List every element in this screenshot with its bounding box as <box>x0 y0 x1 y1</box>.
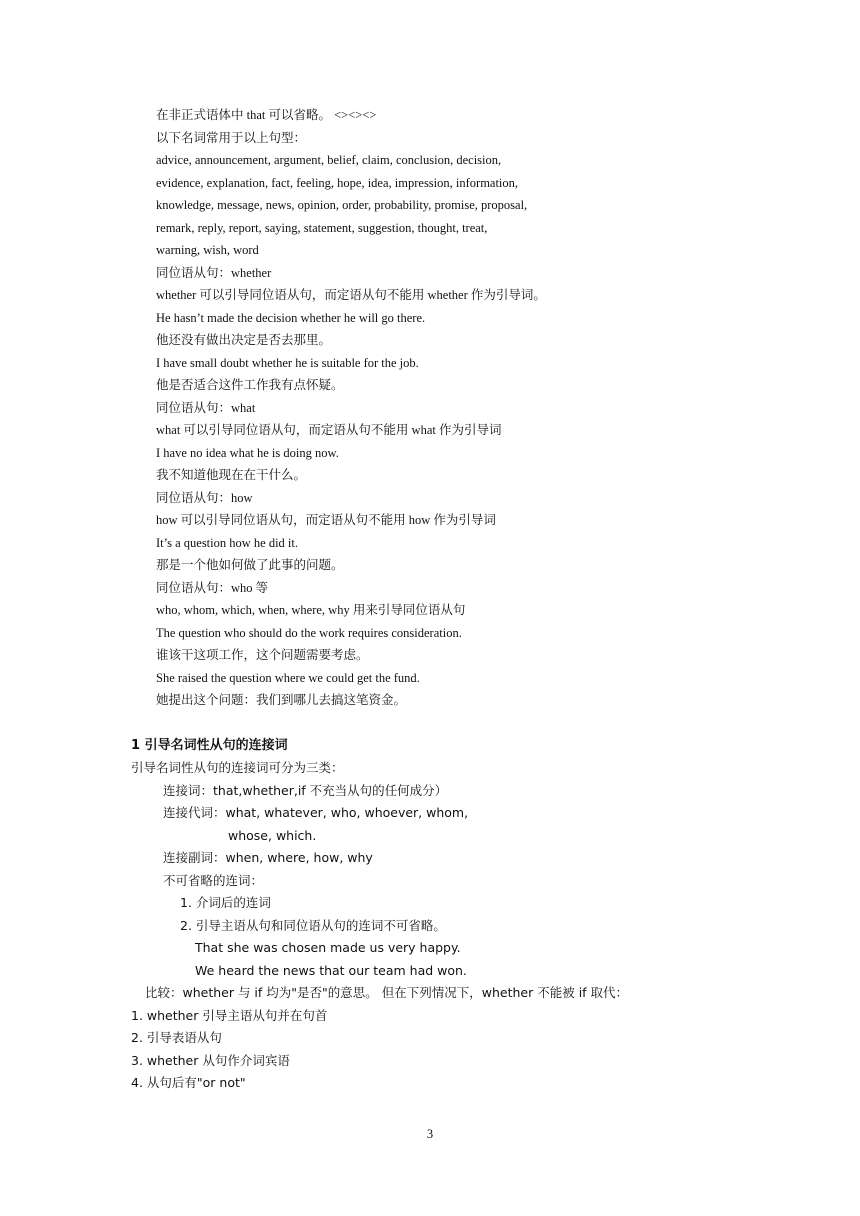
text-line: 同位语从句：what <box>156 401 256 415</box>
text-line: 比较：whether 与 if 均为"是否"的意思。 但在下列情况下，whether 不能被 if 取代： <box>145 985 629 1000</box>
section-heading: 1 引导名词性从句的连接词 <box>131 738 288 753</box>
text-line: knowledge, message, news, opinion, order, probability, promise, proposal, <box>156 198 528 212</box>
text-line: 他还没有做出决定是否去那里。 <box>156 333 332 347</box>
text-line: remark, reply, report, saying, statement, suggestion, thought, treat, <box>156 221 488 235</box>
example-sentence: That she was chosen made us very happy. <box>195 940 461 955</box>
list-item: 1. whether 引导主语从句并在句首 <box>131 1008 328 1023</box>
text-line: He hasn’t made the decision whether he will go there. <box>156 311 426 325</box>
text-line: 他是否适合这件工作我有点怀疑。 <box>156 378 344 392</box>
text-line: She raised the question where we could get the fund. <box>156 671 420 685</box>
text-line: The question who should do the work requires consideration. <box>156 626 462 640</box>
example-sentence: We heard the news that our team had won. <box>195 963 467 978</box>
text-line: 连接代词：what, whatever, who, whoever, whom, <box>163 805 469 820</box>
text-line: I have no idea what he is doing now. <box>156 446 339 460</box>
text-line: 同位语从句：how <box>156 491 253 505</box>
page-number: 3 <box>426 1127 434 1141</box>
text-line: 引导名词性从句的连接词可分为三类： <box>131 761 344 775</box>
list-item: 2. 引导表语从句 <box>131 1030 222 1045</box>
text-line: 连接词：that,whether,if 不充当从句的任何成分） <box>163 783 448 798</box>
text-line: 我不知道他现在在干什么。 <box>156 468 307 482</box>
text-line: 在非正式语体中 that 可以省略。 <><><> <box>156 108 377 122</box>
text-line: 同位语从句：who 等 <box>156 581 269 595</box>
text-line: 连接副词：when, where, how, why <box>163 850 373 865</box>
text-line: 她提出这个问题：我们到哪儿去搞这笔资金。 <box>156 693 407 707</box>
text-line: advice, announcement, argument, belief, claim, conclusion, decision, <box>156 153 502 167</box>
text-line: how 可以引导同位语从句，而定语从句不能用 how 作为引导词 <box>156 513 496 527</box>
text-line: It’s a question how he did it. <box>156 536 298 550</box>
list-item: 1. 介词后的连词 <box>180 895 271 910</box>
text-line: 那是一个他如何做了此事的问题。 <box>156 558 344 572</box>
text-line: what 可以引导同位语从句，而定语从句不能用 what 作为引导词 <box>156 423 502 437</box>
text-line: who, whom, which, when, where, why 用来引导同位语从句 <box>156 603 466 617</box>
text-line: 谁该干这项工作，这个问题需要考虑。 <box>156 648 369 662</box>
text-line: evidence, explanation, fact, feeling, hope, idea, impression, information, <box>156 176 519 190</box>
text-line: I have small doubt whether he is suitable for the job. <box>156 356 419 370</box>
text-line: whether 可以引导同位语从句，而定语从句不能用 whether 作为引导词。 <box>156 288 546 302</box>
list-item: 3. whether 从句作介词宾语 <box>131 1053 290 1068</box>
text-line: 以下名词常用于以上句型： <box>156 131 307 145</box>
list-item: 4. 从句后有"or not" <box>131 1075 246 1090</box>
text-line: warning, wish, word <box>156 243 259 257</box>
text-line: 不可省略的连词： <box>163 874 264 888</box>
list-item: 2. 引导主语从句和同位语从句的连词不可省略。 <box>180 918 446 933</box>
text-line: 同位语从句：whether <box>156 266 272 280</box>
text-line: whose, which. <box>228 828 317 843</box>
